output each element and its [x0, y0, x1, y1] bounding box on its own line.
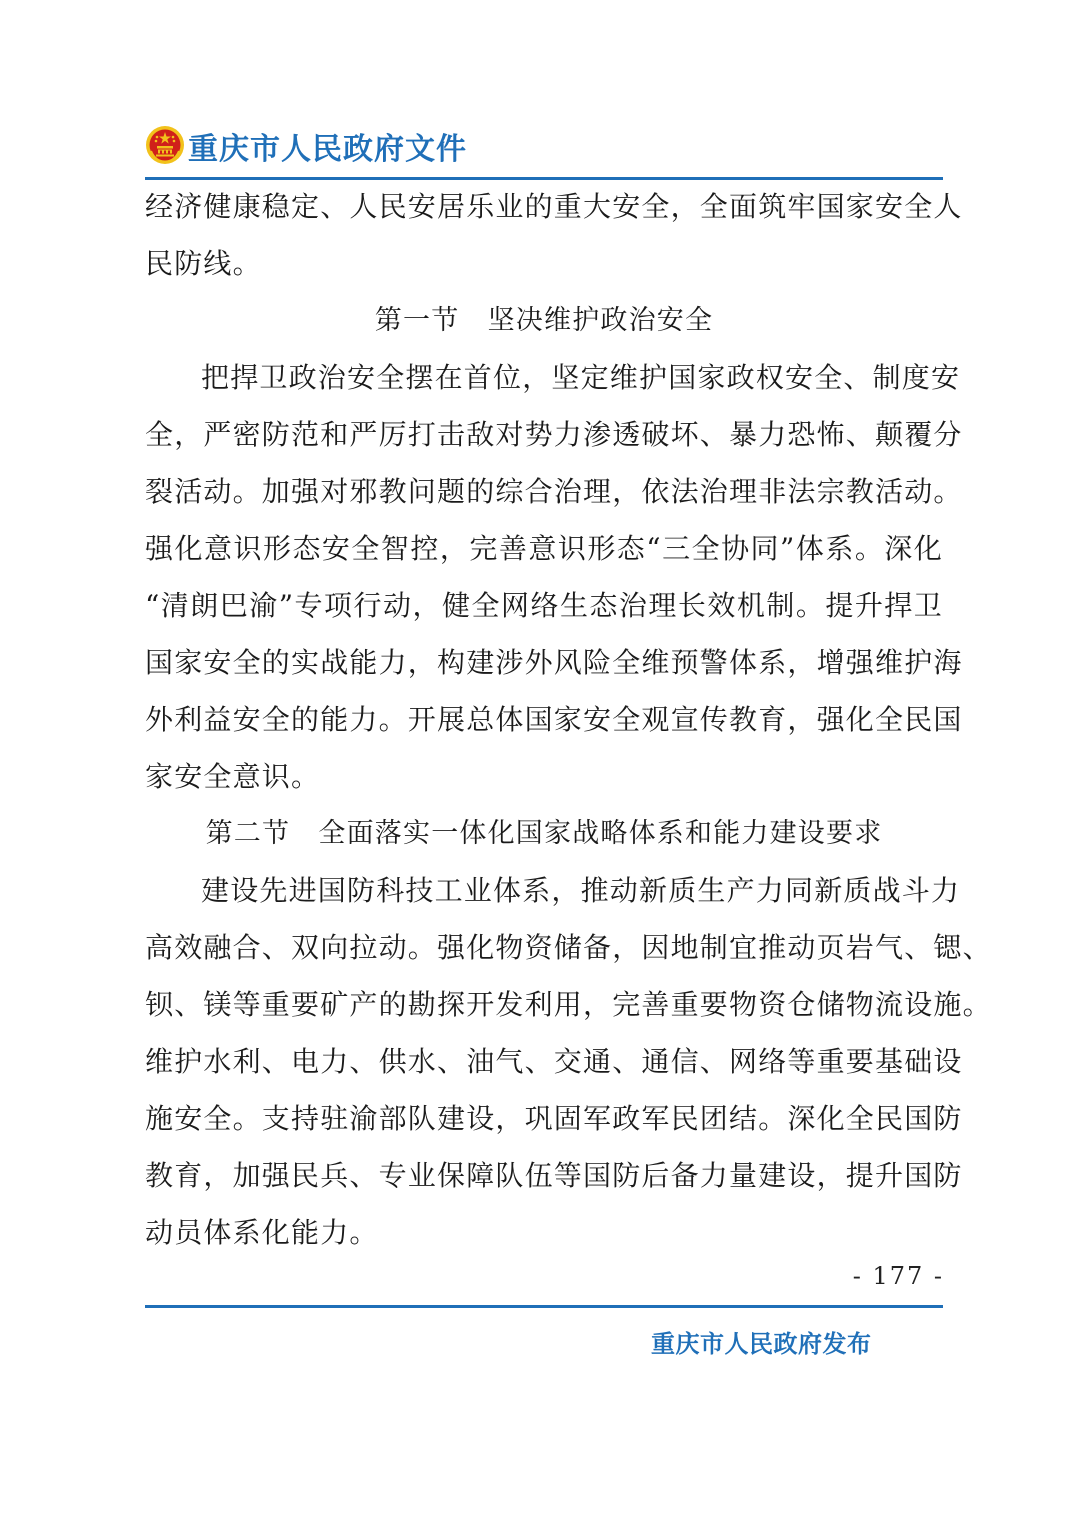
body-line: 外利益安全的能力。开展总体国家安全观宣传教育，强化全民国: [145, 703, 963, 736]
body-line: 施安全。支持驻渝部队建设，巩固军政军民团结。深化全民国防: [145, 1102, 963, 1135]
footer-publisher: 重庆市人民政府发布: [651, 1330, 872, 1358]
body-line: 经济健康稳定、人民安居乐业的重大安全，全面筑牢国家安全人: [145, 190, 963, 223]
body-line: 全，严密防范和严厉打击敌对势力渗透破坏、暴力恐怖、颠覆分: [145, 418, 963, 451]
header-title: 重庆市人民政府文件: [188, 132, 467, 167]
body-line: 高效融合、双向拉动。强化物资储备，因地制宜推动页岩气、锶、: [145, 931, 992, 964]
body-line: 裂活动。加强对邪教问题的综合治理，依法治理非法宗教活动。: [145, 475, 963, 508]
section-heading: 第一节 坚决维护政治安全: [374, 305, 714, 336]
page-number: - 177 -: [852, 1262, 944, 1290]
section-heading: 第二节 全面落实一体化国家战略体系和能力建设要求: [205, 818, 883, 849]
body-line: 强化意识形态安全智控，完善意识形态“三全协同”体系。深化: [145, 532, 943, 565]
body-line: 建设先进国防科技工业体系，推动新质生产力同新质战斗力: [201, 874, 961, 907]
body-line: 钡、镁等重要矿产的勘探开发利用，完善重要物资仓储物流设施。: [145, 988, 992, 1021]
body-line: 动员体系化能力。: [145, 1216, 379, 1249]
body-line: 维护水利、电力、供水、油气、交通、通信、网络等重要基础设: [145, 1045, 963, 1078]
footer-divider: [145, 1305, 943, 1308]
body-line: “清朗巴渝”专项行动，健全网络生态治理长效机制。提升捍卫: [145, 589, 943, 622]
body-line: 民防线。: [145, 247, 262, 280]
national-emblem-icon: [145, 125, 185, 165]
document-header: [145, 122, 943, 178]
body-line: 教育，加强民兵、专业保障队伍等国防后备力量建设，提升国防: [145, 1159, 963, 1192]
body-line: 国家安全的实战能力，构建涉外风险全维预警体系，增强维护海: [145, 646, 963, 679]
body-line: 家安全意识。: [145, 760, 321, 793]
body-line: 把捍卫政治安全摆在首位，坚定维护国家政权安全、制度安: [201, 361, 961, 394]
